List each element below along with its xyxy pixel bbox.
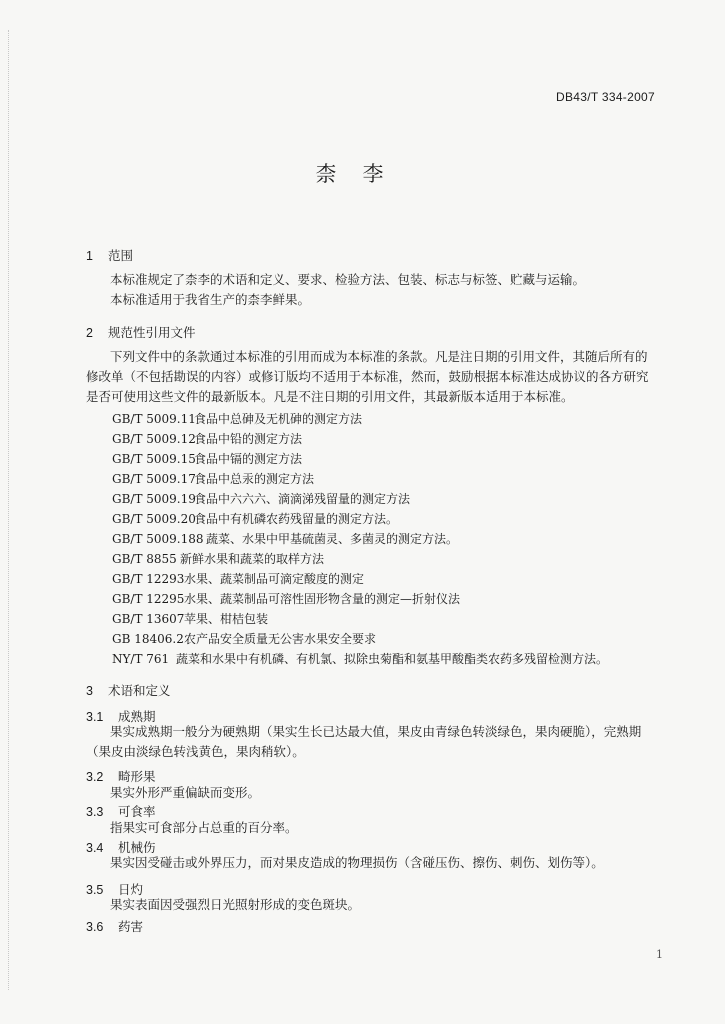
reference-title: 食品中镉的测定方法 [194,452,303,466]
term-definition-line-1: 果实外形严重偏缺而变形。 [110,785,261,800]
term-number: 3.3 [86,805,104,819]
references-intro-line-3: 是否可使用这些文件的最新版本。凡是不注日期的引用文件，其最新版本适用于本标准。 [86,389,574,404]
term-heading [86,917,143,935]
term-number: 3.4 [86,841,104,855]
reference-title: 食品中铅的测定方法 [194,432,303,446]
reference-item [112,610,268,627]
reference-item [112,550,324,567]
section-1-heading [86,246,133,264]
references-intro-line-2: 修改单（不包括勘误的内容）或修订版均不适用于本标准，然而，鼓励根据本标准达成协议的各方研究 [86,369,649,384]
reference-code: GB/T 13607 [112,612,185,626]
reference-code: GB/T 5009.19 [112,492,196,506]
term-number: 3.5 [86,883,104,897]
section-number: 3 [86,684,93,698]
reference-item [112,430,302,447]
reference-code: GB 18406.2 [112,632,184,646]
reference-title: 农产品安全质量无公害水果安全要求 [184,632,377,646]
reference-item [112,410,362,427]
reference-item [112,590,460,607]
scope-paragraph-2: 本标准适用于我省生产的柰李鲜果。 [110,292,311,307]
term-title: 日灼 [118,883,144,897]
term-title: 药害 [118,920,144,934]
reference-item [112,530,458,547]
term-number: 3.2 [86,770,104,784]
reference-item [112,470,314,487]
reference-title: 食品中有机磷农药残留量的测定方法。 [194,512,399,526]
reference-item [112,650,608,667]
page-title: 柰李 [315,163,410,186]
term-title: 成熟期 [118,710,156,724]
section-number: 1 [86,249,93,263]
term-definition-line-1: 果实表面因受强烈日光照射形成的变色斑块。 [110,897,361,912]
reference-code: GB/T 12293 [112,572,185,586]
section-3-heading [86,681,171,699]
reference-code: GB/T 5009.12 [112,432,196,446]
reference-title: 食品中总汞的测定方法 [194,472,315,486]
reference-code: GB/T 5009.11 [112,412,196,426]
reference-title: 苹果、柑桔包装 [184,612,269,626]
reference-code: GB/T 5009.17 [112,472,196,486]
reference-code: GB/T 5009.20 [112,512,196,526]
term-definition-line-2: （果皮由淡绿色转浅黄色，果肉稍软）。 [86,744,305,759]
reference-item [112,570,364,587]
reference-title: 水果、蔬菜制品可滴定酸度的测定 [184,572,365,586]
standard-code: DB43/T 334-2007 [555,90,655,104]
term-definition-line-1: 指果实可食部分占总重的百分率。 [110,820,298,835]
section-number: 2 [86,326,93,340]
reference-title: 蔬菜和水果中有机磷、有机氯、拟除虫菊酯和氨基甲酸酯类农药多残留检测方法。 [176,652,609,666]
reference-title: 食品中六六六、滴滴涕残留量的测定方法 [194,492,411,506]
term-definition-line-1: 果实因受碰击或外界压力，而对果皮造成的物理损伤（含碰压伤、擦伤、刺伤、划伤等）。 [110,855,604,870]
section-title: 范围 [108,249,134,263]
scope-paragraph-1: 本标准规定了柰李的术语和定义、要求、检验方法、包装、标志与标签、贮藏与运输。 [110,272,586,287]
reference-item [112,490,410,507]
term-title: 机械伤 [118,841,156,855]
term-title: 畸形果 [118,770,156,784]
term-title: 可食率 [118,805,156,819]
reference-code: GB/T 5009.188 [112,532,204,546]
reference-code: GB/T 12295 [112,592,185,606]
page-number: 1 [656,948,663,961]
term-number: 3.6 [86,920,104,934]
reference-item [112,510,398,527]
reference-title: 食品中总砷及无机砷的测定方法 [194,412,363,426]
term-number: 3.1 [86,710,104,724]
reference-title: 蔬菜、水果中甲基硫菌灵、多菌灵的测定方法。 [206,532,459,546]
reference-title: 水果、蔬菜制品可溶性固形物含量的测定—折射仪法 [184,592,461,606]
section-2-heading [86,323,196,341]
section-title: 规范性引用文件 [108,326,196,340]
reference-item [112,450,302,467]
reference-code: GB/T 5009.15 [112,452,196,466]
reference-item [112,630,376,647]
reference-title: 新鲜水果和蔬菜的取样方法 [180,552,325,566]
term-definition-line-1: 果实成熟期一般分为硬熟期（果实生长已达最大值，果皮由青绿色转淡绿色，果肉硬脆），完熟期 [110,724,642,739]
section-title: 术语和定义 [108,684,171,698]
reference-code: GB/T 8855 [112,552,177,566]
reference-code: NY/T 761 [112,652,170,666]
references-intro-line-1: 下列文件中的条款通过本标准的引用而成为本标准的条款。凡是注日期的引用文件，其随后所有的 [110,349,648,364]
